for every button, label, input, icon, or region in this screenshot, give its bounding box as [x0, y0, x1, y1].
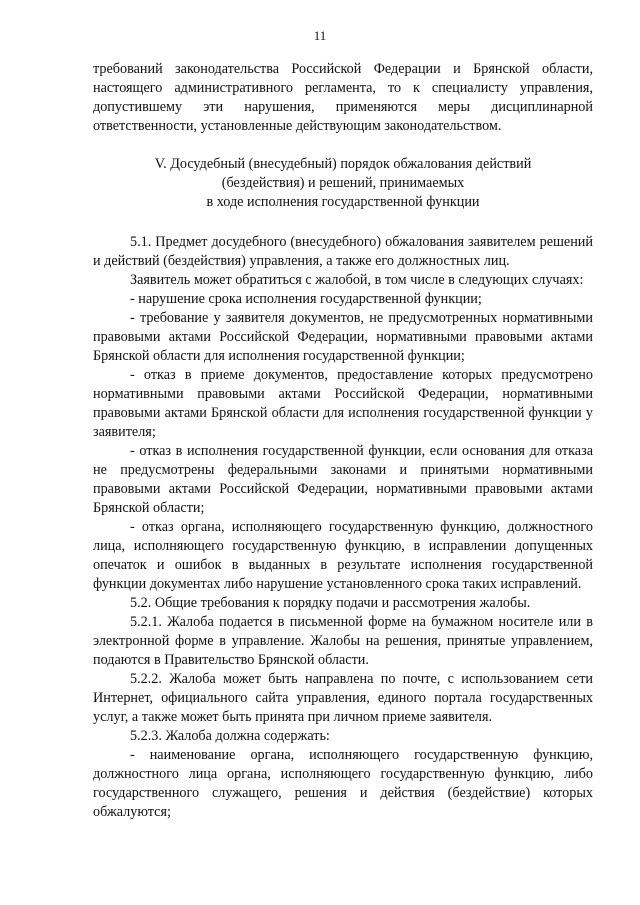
paragraph-complaint-cases: Заявитель может обратиться с жалобой, в том числе в следующих случаях:: [130, 272, 584, 288]
document-body: [93, 60, 593, 822]
list-item-document-requirement: - требование у заявителя документов, не предусмотренных нормативными правовыми актами Российской Федерации, нормативными правовыми актами Брянской области для исполнения государственной функции;: [93, 310, 593, 364]
list-item-refusal-correction: - отказ органа, исполняющего государственную функцию, должностного лица, исполняющего государственную функцию, в исправлении допущенных опечаток и ошибок в выданных в результате исполнения государственной функции документах либо нарушение установленного срока таких исправлений.: [93, 519, 593, 592]
list-item-refusal-acceptance: - отказ в приеме документов, предоставление которых предусмотрено нормативными правовыми актами Российской Федерации, нормативными правовыми актами Брянской области для исполнения государственной функции у заявителя;: [93, 367, 593, 440]
section-title: [93, 155, 593, 212]
paragraph-5-1: 5.1. Предмет досудебного (внесудебного) обжалования заявителем решений и действий (бездействия) управления, а также его должностных лиц.: [93, 234, 593, 269]
page-number: 11: [313, 28, 327, 43]
list-item-refusal-execution: - отказ в исполнения государственной функции, если основания для отказа не предусмотрены федеральными законами и принятыми нормативными правовыми актами Российской Федерации, нормативными правовыми актами Брянской области;: [93, 443, 593, 516]
list-item-deadline-violation: - нарушение срока исполнения государственной функции;: [130, 291, 482, 307]
paragraph-5-2-2: 5.2.2. Жалоба может быть направлена по почте, с использованием сети Интернет, официального сайта управления, единого портала государственных услуг, а также может быть принята при личном приеме заявителя.: [93, 671, 593, 725]
paragraph-5-2: 5.2. Общие требования к порядку подачи и рассмотрения жалобы.: [130, 595, 531, 611]
list-item-authority-name: - наименование органа, исполняющего государственную функцию, должностного лица органа, исполняющего государственную функцию, либо государственного служащего, решения и действия (бездействие) которых обжалуются;: [93, 747, 593, 820]
intro-paragraph: требований законодательства Российской Федерации и Брянской области, настоящего административного регламента, то к специалисту управления, допустившему эти нарушения, применяются меры дисциплинарной ответственности, установленные действующим законодательством.: [93, 61, 593, 134]
section-title-line-3: в ходе исполнения государственной функции: [206, 194, 480, 210]
section-title-line-2: (бездействия) и решений, принимаемых: [221, 175, 465, 191]
paragraph-5-2-3: 5.2.3. Жалоба должна содержать:: [130, 728, 330, 744]
section-title-line-1: V. Досудебный (внесудебный) порядок обжалования действий: [154, 156, 532, 172]
paragraph-5-2-1: 5.2.1. Жалоба подается в письменной форме на бумажном носителе или в электронной форме в управление. Жалобы на решения, принятые управлением, подаются в Правительство Брянской области.: [93, 614, 593, 668]
